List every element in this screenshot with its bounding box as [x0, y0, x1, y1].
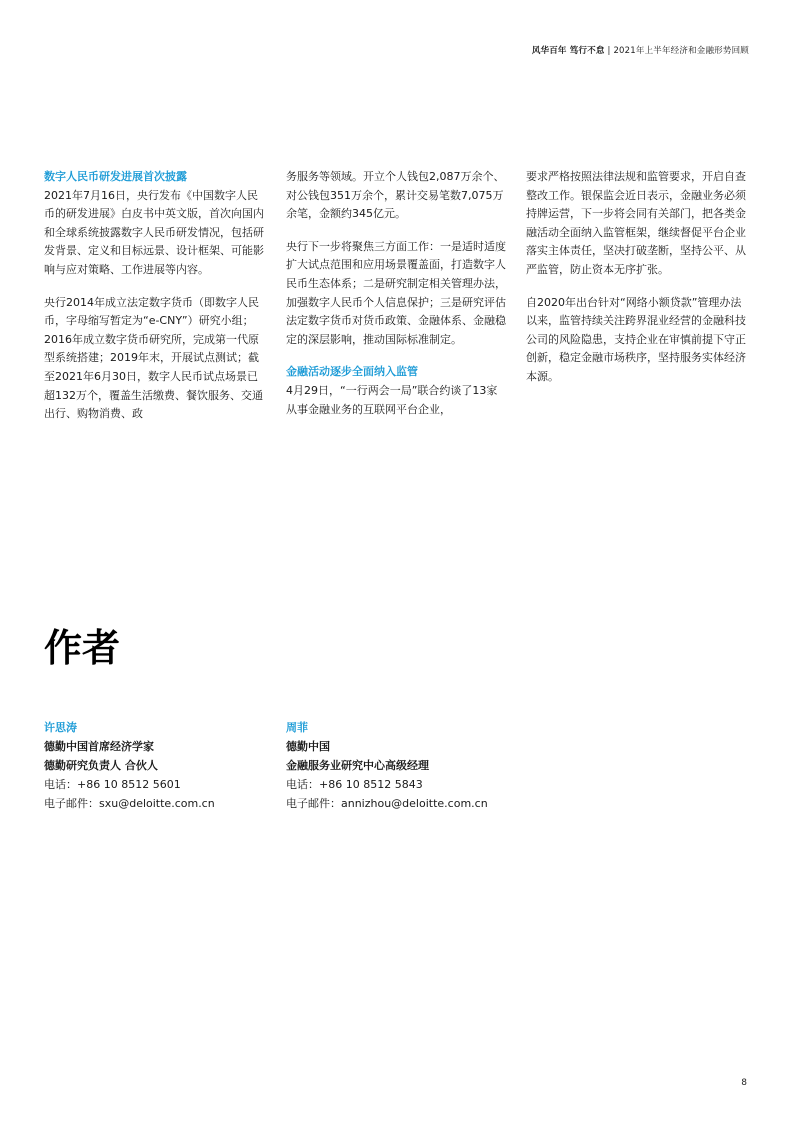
author-phone: 电话：+86 10 8512 5601	[44, 778, 181, 791]
paragraph: 自2020年出台针对“网络小额贷款”管理办法以来，监管持续关注跨界混业经营的金融科技公司的风险隐患，支持企业在审慎前提下守正创新，稳定金融市场秩序，坚持服务实体经济本源。	[526, 295, 746, 383]
section-heading-digital-rmb: 数字人民币研发进展首次披露	[44, 170, 187, 183]
running-header	[532, 44, 749, 56]
author-card	[44, 718, 215, 813]
author-name: 周菲	[286, 721, 308, 734]
paragraph: 央行2014年成立法定数字货币（即数字人民币，字母缩写暂定为“e-CNY”）研究小组；2016年成立数字货币研究所，完成第一代原型系统搭建；2019年末，开展试点测试；截至2021年6月30日，数字人民币试点场景已超132万个，覆盖生活缴费、餐饮服务、交通出行、购物消费、政	[44, 295, 263, 421]
header-separator: |	[604, 46, 614, 56]
author-title: 金融服务业研究中心高级经理	[286, 759, 429, 772]
author-phone: 电话：+86 10 8512 5843	[286, 778, 423, 791]
author-card	[286, 718, 488, 813]
paragraph: 2021年7月16日，央行发布《中国数字人民币的研发进展》白皮书中英文版，首次向国内和全球系统披露数字人民币研发情况，包括研发背景、定义和目标远景、设计框架、可能影响与应对策略、工作进展等内容。	[44, 188, 264, 276]
paragraph: 4月29日，“一行两会一局”联合约谈了13家从事金融业务的互联网平台企业，	[286, 383, 498, 416]
header-series-title: 风华百年 笃行不怠	[531, 46, 605, 56]
text-column-2	[286, 168, 508, 433]
text-column-3	[526, 168, 748, 401]
paragraph: 务服务等领域。开立个人钱包2,087万余个、对公钱包351万余个，累计交易笔数7,075万余笔，金额约345亿元。	[286, 170, 505, 221]
author-email: 电子邮件：sxu@deloitte.com.cn	[44, 797, 215, 810]
page-number: 8	[741, 1078, 747, 1088]
author-email: 电子邮件：annizhou@deloitte.com.cn	[286, 797, 488, 810]
text-column-1	[44, 168, 266, 438]
author-name: 许思涛	[44, 721, 77, 734]
header-report-title: 2021年上半年经济和金融形势回顾	[613, 46, 749, 56]
author-title: 德勤研究负责人 合伙人	[44, 759, 158, 772]
author-title: 德勤中国首席经济学家	[44, 740, 154, 753]
section-heading-regulation: 金融活动逐步全面纳入监管	[286, 365, 418, 379]
paragraph: 央行下一步将聚焦三方面工作：一是适时适度扩大试点范围和应用场景覆盖面，打造数字人民币生态体系；二是研究制定相关管理办法，加强数字人民币个人信息保护；三是研究评估法定数字货币对货币政策、金融体系、金融稳定的深层影响，推动国际标准制定。	[286, 239, 506, 346]
author-title: 德勤中国	[286, 740, 330, 753]
authors-heading: 作者	[44, 626, 121, 670]
paragraph: 要求严格按照法律法规和监管要求，开启自查整改工作。银保监会近日表示，金融业务必须持牌运营，下一步将会同有关部门，把各类金融活动全面纳入监管框架，继续督促平台企业落实主体责任，坚决打破垄断，坚持公平、从严监管，防止资本无序扩张。	[526, 170, 746, 276]
